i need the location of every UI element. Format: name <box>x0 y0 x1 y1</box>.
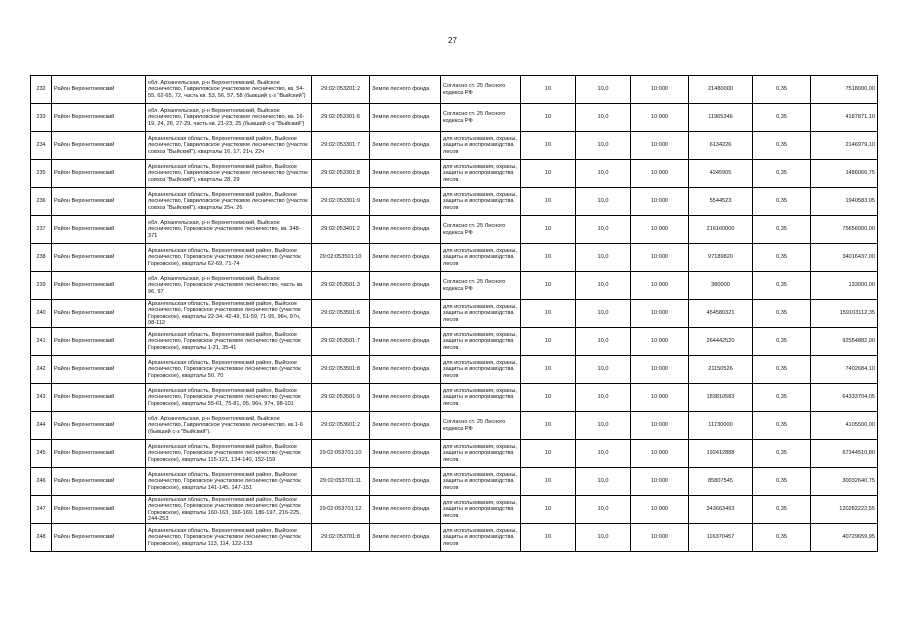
permitted-use-cell: Согласно ст. 25 Лесного кодекса РФ <box>441 76 521 104</box>
land-category-cell: Земли лесного фонда <box>370 188 441 216</box>
table-row <box>31 76 878 104</box>
value-3-cell: 10:000 <box>631 76 689 104</box>
row-number-cell: 240 <box>31 300 52 328</box>
table-row <box>31 160 878 188</box>
row-number-cell: 236 <box>31 188 52 216</box>
district-cell: Район Верхнетоемский <box>52 412 146 440</box>
district-cell: Район Верхнетоемский <box>52 496 146 524</box>
sum-cell: 7402684,10 <box>811 356 878 384</box>
cadastral-number-cell: 29:02:053701:10 <box>312 440 370 468</box>
district-cell: Район Верхнетоемский <box>52 188 146 216</box>
value-2-cell: 10,0 <box>576 496 631 524</box>
permitted-use-cell: Согласно ст. 25 Лесного кодекса РФ <box>441 272 521 300</box>
cadastral-number-cell: 29:02:053301:9 <box>312 188 370 216</box>
permitted-use-cell: для использования, охраны, защиты и воспроизводства лесов <box>441 300 521 328</box>
value-2-cell: 10,0 <box>576 300 631 328</box>
sum-cell: 4187871,10 <box>811 104 878 132</box>
permitted-use-cell: для использования, охраны, защиты и воспроизводства лесов <box>441 496 521 524</box>
land-category-cell: Земли лесного фонда <box>370 76 441 104</box>
value-3-cell: 10:000 <box>631 216 689 244</box>
rate-cell: 0,35 <box>753 524 811 552</box>
area-cell: 5544523 <box>689 188 753 216</box>
area-cell: 183810583 <box>689 384 753 412</box>
value-2-cell: 10,0 <box>576 412 631 440</box>
value-2-cell: 10,0 <box>576 160 631 188</box>
permitted-use-cell: для использования, охраны, защиты и воспроизводства лесов <box>441 244 521 272</box>
district-cell: Район Верхнетоемский <box>52 524 146 552</box>
land-category-cell: Земли лесного фонда <box>370 412 441 440</box>
permitted-use-cell: для использования, охраны, защиты и воспроизводства лесов <box>441 384 521 412</box>
location-cell: Архангельская область, Верхнетоемский район, Выйское лесничество, Горковское участковое лесничество (участок Горковское), кварталы 141-145, 147-151 <box>146 468 312 496</box>
rate-cell: 0,35 <box>753 132 811 160</box>
permitted-use-cell: Согласно ст. 25 Лесного кодекса РФ <box>441 104 521 132</box>
sum-cell: 40729659,95 <box>811 524 878 552</box>
area-cell: 343663493 <box>689 496 753 524</box>
rate-cell: 0,35 <box>753 328 811 356</box>
district-cell: Район Верхнетоемский <box>52 384 146 412</box>
row-number-cell: 233 <box>31 104 52 132</box>
sum-cell: 67344510,80 <box>811 440 878 468</box>
rate-cell: 0,35 <box>753 104 811 132</box>
permitted-use-cell: для использования, охраны, защиты и воспроизводства лесов <box>441 524 521 552</box>
table-row <box>31 524 878 552</box>
rate-cell: 0,35 <box>753 160 811 188</box>
rate-cell: 0,35 <box>753 496 811 524</box>
cadastral-number-cell: 29:02:053601:2 <box>312 412 370 440</box>
district-cell: Район Верхнетоемский <box>52 104 146 132</box>
sum-cell: 120282222,55 <box>811 496 878 524</box>
rate-cell: 0,35 <box>753 76 811 104</box>
sum-cell: 92554882,00 <box>811 328 878 356</box>
rate-cell: 0,35 <box>753 272 811 300</box>
row-number-cell: 234 <box>31 132 52 160</box>
table-row <box>31 384 878 412</box>
permitted-use-cell: для использования, охраны, защиты и воспроизводства лесов <box>441 188 521 216</box>
area-cell: 264442520 <box>689 328 753 356</box>
district-cell: Район Верхнетоемский <box>52 440 146 468</box>
value-2-cell: 10,0 <box>576 216 631 244</box>
sum-cell: 159103112,35 <box>811 300 878 328</box>
value-2-cell: 10,0 <box>576 76 631 104</box>
area-cell: 116370457 <box>689 524 753 552</box>
cadastral-number-cell: 29:02:053301:7 <box>312 132 370 160</box>
value-3-cell: 10:000 <box>631 160 689 188</box>
value-1-cell: 10 <box>521 328 576 356</box>
value-1-cell: 10 <box>521 384 576 412</box>
land-category-cell: Земли лесного фонда <box>370 244 441 272</box>
location-cell: обл. Архангельская, р-н Верхнетоемский, Выйское лесничество, Горковское участковое лесничество, часть кв. 96, 97 <box>146 272 312 300</box>
table-row <box>31 496 878 524</box>
row-number-cell: 244 <box>31 412 52 440</box>
district-cell: Район Верхнетоемский <box>52 76 146 104</box>
sum-cell: 34016437,00 <box>811 244 878 272</box>
area-cell: 454580321 <box>689 300 753 328</box>
rate-cell: 0,35 <box>753 412 811 440</box>
row-number-cell: 238 <box>31 244 52 272</box>
value-3-cell: 10:000 <box>631 300 689 328</box>
location-cell: Архангельская область, Верхнетоемский район, Выйское лесничество, Горковское участковое лесничество (участок Горковское), кварталы 62-69, 71-74 <box>146 244 312 272</box>
rate-cell: 0,35 <box>753 216 811 244</box>
land-category-cell: Земли лесного фонда <box>370 132 441 160</box>
value-3-cell: 10:000 <box>631 468 689 496</box>
row-number-cell: 247 <box>31 496 52 524</box>
district-cell: Район Верхнетоемский <box>52 272 146 300</box>
area-cell: 6134226 <box>689 132 753 160</box>
value-1-cell: 10 <box>521 496 576 524</box>
rate-cell: 0,35 <box>753 440 811 468</box>
cadastral-number-cell: 29:02:053501:9 <box>312 384 370 412</box>
land-category-cell: Земли лесного фонда <box>370 272 441 300</box>
land-category-cell: Земли лесного фонда <box>370 524 441 552</box>
land-category-cell: Земли лесного фонда <box>370 328 441 356</box>
sum-cell: 4105500,00 <box>811 412 878 440</box>
value-3-cell: 10:000 <box>631 104 689 132</box>
area-cell: 21150526 <box>689 356 753 384</box>
table-row <box>31 104 878 132</box>
land-registry-table <box>30 75 878 552</box>
location-cell: обл. Архангельская, р-н Верхнетоемский, Выйское лесничество, Гавриловское участковое лесничество, кв.1-6 (бывший с-з "Выйский"). <box>146 412 312 440</box>
cadastral-number-cell: 29:02:053301:6 <box>312 104 370 132</box>
area-cell: 11965346 <box>689 104 753 132</box>
value-2-cell: 10,0 <box>576 132 631 160</box>
land-category-cell: Земли лесного фонда <box>370 384 441 412</box>
row-number-cell: 242 <box>31 356 52 384</box>
sum-cell: 2146979,10 <box>811 132 878 160</box>
rate-cell: 0,35 <box>753 384 811 412</box>
sum-cell: 64333704,05 <box>811 384 878 412</box>
value-1-cell: 10 <box>521 412 576 440</box>
area-cell: 216160000 <box>689 216 753 244</box>
district-cell: Район Верхнетоемский <box>52 468 146 496</box>
land-category-cell: Земли лесного фонда <box>370 356 441 384</box>
land-category-cell: Земли лесного фонда <box>370 468 441 496</box>
land-category-cell: Земли лесного фонда <box>370 104 441 132</box>
value-2-cell: 10,0 <box>576 468 631 496</box>
row-number-cell: 245 <box>31 440 52 468</box>
cadastral-number-cell: 29:02:053701:12 <box>312 496 370 524</box>
land-category-cell: Земли лесного фонда <box>370 300 441 328</box>
value-1-cell: 10 <box>521 356 576 384</box>
table-row <box>31 188 878 216</box>
value-1-cell: 10 <box>521 468 576 496</box>
district-cell: Район Верхнетоемский <box>52 132 146 160</box>
location-cell: Архангельская область, Верхнетоемский район, Выйское лесничество, Горковское участковое лесничество (участок Горковское), кварталы 113, 114, 122-133 <box>146 524 312 552</box>
row-number-cell: 243 <box>31 384 52 412</box>
value-1-cell: 10 <box>521 132 576 160</box>
permitted-use-cell: для использования, охраны, защиты и воспроизводства лесов <box>441 328 521 356</box>
value-1-cell: 10 <box>521 160 576 188</box>
sum-cell: 133000,00 <box>811 272 878 300</box>
district-cell: Район Верхнетоемский <box>52 328 146 356</box>
sum-cell: 1940583,05 <box>811 188 878 216</box>
sum-cell: 30032640,75 <box>811 468 878 496</box>
district-cell: Район Верхнетоемский <box>52 300 146 328</box>
value-1-cell: 10 <box>521 244 576 272</box>
value-3-cell: 10:000 <box>631 524 689 552</box>
row-number-cell: 248 <box>31 524 52 552</box>
location-cell: обл. Архангельская, р-н Верхнетоемский, Выйское лесничество, Гавриловское участковое лесничество, кв. 54-55, 62-65, 72, часть кв. 53, 56, 57, 58 (бывший с-з "Выйский") <box>146 76 312 104</box>
value-1-cell: 10 <box>521 300 576 328</box>
value-3-cell: 10:000 <box>631 244 689 272</box>
row-number-cell: 232 <box>31 76 52 104</box>
value-2-cell: 10,0 <box>576 328 631 356</box>
area-cell: 4245905 <box>689 160 753 188</box>
district-cell: Район Верхнетоемский <box>52 244 146 272</box>
row-number-cell: 246 <box>31 468 52 496</box>
rate-cell: 0,35 <box>753 468 811 496</box>
cadastral-number-cell: 29:02:053201:2 <box>312 76 370 104</box>
value-3-cell: 10:000 <box>631 440 689 468</box>
area-cell: 380000 <box>689 272 753 300</box>
land-category-cell: Земли лесного фонда <box>370 496 441 524</box>
district-cell: Район Верхнетоемский <box>52 356 146 384</box>
district-cell: Район Верхнетоемский <box>52 160 146 188</box>
table-row <box>31 216 878 244</box>
row-number-cell: 241 <box>31 328 52 356</box>
value-1-cell: 10 <box>521 104 576 132</box>
value-2-cell: 10,0 <box>576 244 631 272</box>
location-cell: Архангельская область, Верхнетоемский район, Выйское лесничество, Гавриловское участковое лесничество (участок совхоз "Выйский"), кварталы 25ч, 26 <box>146 188 312 216</box>
value-2-cell: 10,0 <box>576 440 631 468</box>
table-row <box>31 300 878 328</box>
value-3-cell: 10:000 <box>631 356 689 384</box>
area-cell: 192412888 <box>689 440 753 468</box>
location-cell: Архангельская область, Верхнетоемский район, Выйское лесничество, Горковское участковое лесничество (участок Горковское), кварталы 115-121, 134-140, 152-159 <box>146 440 312 468</box>
location-cell: обл. Архангельская, р-н Верхнетоемский, Выйское лесничество, Гавриловское участковое лесничество, кв. 16-19, 24, 26, 27-29, часть кв. 21-23, 25 (бывший с-з "Выйский") <box>146 104 312 132</box>
location-cell: Архангельская область, Верхнетоемский район, Выйское лесничество, Гавриловское участковое лесничество (участок совхоз "Выйский"), кварталы 28, 29 <box>146 160 312 188</box>
value-3-cell: 10:000 <box>631 384 689 412</box>
area-cell: 85807545 <box>689 468 753 496</box>
permitted-use-cell: для использования, охраны, защиты и воспроизводства лесов <box>441 132 521 160</box>
row-number-cell: 239 <box>31 272 52 300</box>
value-3-cell: 10:000 <box>631 188 689 216</box>
sum-cell: 7518000,00 <box>811 76 878 104</box>
table-row <box>31 356 878 384</box>
table-row <box>31 468 878 496</box>
value-3-cell: 10:000 <box>631 412 689 440</box>
table-row <box>31 272 878 300</box>
value-1-cell: 10 <box>521 272 576 300</box>
value-2-cell: 10,0 <box>576 384 631 412</box>
permitted-use-cell: для использования, охраны, защиты и воспроизводства лесов <box>441 160 521 188</box>
value-2-cell: 10,0 <box>576 356 631 384</box>
permitted-use-cell: для использования, охраны, защиты и воспроизводства лесов <box>441 440 521 468</box>
value-1-cell: 10 <box>521 216 576 244</box>
table-row <box>31 244 878 272</box>
location-cell: обл. Архангельская, р-н Верхнетоемский, Выйское лесничество, Горковское участковое лесничество, кв. 348-371 <box>146 216 312 244</box>
value-1-cell: 10 <box>521 188 576 216</box>
cadastral-number-cell: 29:02:053301:8 <box>312 160 370 188</box>
location-cell: Архангельская область, Верхнетоемский район, Выйское лесничество, Горковское участковое лесничество (участок Горковское), кварталы 22-34, 42-49, 51-59, 71-95, 96ч, 97ч, 98-112 <box>146 300 312 328</box>
value-1-cell: 10 <box>521 524 576 552</box>
cadastral-number-cell: 29:02:053501:6 <box>312 300 370 328</box>
value-3-cell: 10:000 <box>631 132 689 160</box>
table-row <box>31 328 878 356</box>
district-cell: Район Верхнетоемский <box>52 216 146 244</box>
cadastral-number-cell: 29:02:053701:8 <box>312 524 370 552</box>
sum-cell: 75656000,00 <box>811 216 878 244</box>
cadastral-number-cell: 29:02:053501:8 <box>312 356 370 384</box>
permitted-use-cell: Согласно ст. 25 Лесного кодекса РФ <box>441 216 521 244</box>
rate-cell: 0,35 <box>753 300 811 328</box>
location-cell: Архангельская область, Верхнетоемский район, Выйское лесничество, Горковское участковое лесничество (участок Горковское), кварталы 1-21, 35-41 <box>146 328 312 356</box>
permitted-use-cell: для использования, охраны, защиты и воспроизводства лесов <box>441 356 521 384</box>
row-number-cell: 235 <box>31 160 52 188</box>
value-3-cell: 10:000 <box>631 328 689 356</box>
value-1-cell: 10 <box>521 76 576 104</box>
cadastral-number-cell: 29:02:053501:3 <box>312 272 370 300</box>
sum-cell: 1486066,75 <box>811 160 878 188</box>
cadastral-number-cell: 29:02:053701:11 <box>312 468 370 496</box>
location-cell: Архангельская область, Верхнетоемский район, Выйское лесничество, Горковское участковое лесничество (участок Горковское), кварталы 50, 70 <box>146 356 312 384</box>
page-number: 27 <box>448 36 457 45</box>
value-1-cell: 10 <box>521 440 576 468</box>
rate-cell: 0,35 <box>753 188 811 216</box>
value-2-cell: 10,0 <box>576 104 631 132</box>
value-2-cell: 10,0 <box>576 524 631 552</box>
land-category-cell: Земли лесного фонда <box>370 216 441 244</box>
land-category-cell: Земли лесного фонда <box>370 440 441 468</box>
row-number-cell: 237 <box>31 216 52 244</box>
location-cell: Архангельская область, Верхнетоемский район, Выйское лесничество, Гавриловское участковое лесничество (участок совхоз "Выйский"), кварталы 16, 17, 21ч, 22ч <box>146 132 312 160</box>
permitted-use-cell: Согласно ст. 25 Лесного кодекса РФ <box>441 412 521 440</box>
rate-cell: 0,35 <box>753 356 811 384</box>
area-cell: 97189820 <box>689 244 753 272</box>
table-row <box>31 440 878 468</box>
table-row <box>31 132 878 160</box>
value-2-cell: 10,0 <box>576 272 631 300</box>
permitted-use-cell: для использования, охраны, защиты и воспроизводства лесов <box>441 468 521 496</box>
value-3-cell: 10:000 <box>631 272 689 300</box>
cadastral-number-cell: 29:02:053501:10 <box>312 244 370 272</box>
area-cell: 11730000 <box>689 412 753 440</box>
cadastral-number-cell: 29:02:053501:7 <box>312 328 370 356</box>
value-2-cell: 10,0 <box>576 188 631 216</box>
land-category-cell: Земли лесного фонда <box>370 160 441 188</box>
cadastral-number-cell: 29:02:053401:2 <box>312 216 370 244</box>
rate-cell: 0,35 <box>753 244 811 272</box>
location-cell: Архангельская область, Верхнетоемский район, Выйское лесничество, Горковское участковое лесничество (участок Горковское), кварталы 55-61, 75-81, 95, 96ч, 97ч, 98-101 <box>146 384 312 412</box>
location-cell: Архангельская область, Верхнетоемский район, Выйское лесничество, Горковское участковое лесничество (участок Горковское), кварталы 160-163, 166-169, 186-197, 216-225, 244-253 <box>146 496 312 524</box>
table-row <box>31 412 878 440</box>
area-cell: 21480000 <box>689 76 753 104</box>
value-3-cell: 10:000 <box>631 496 689 524</box>
